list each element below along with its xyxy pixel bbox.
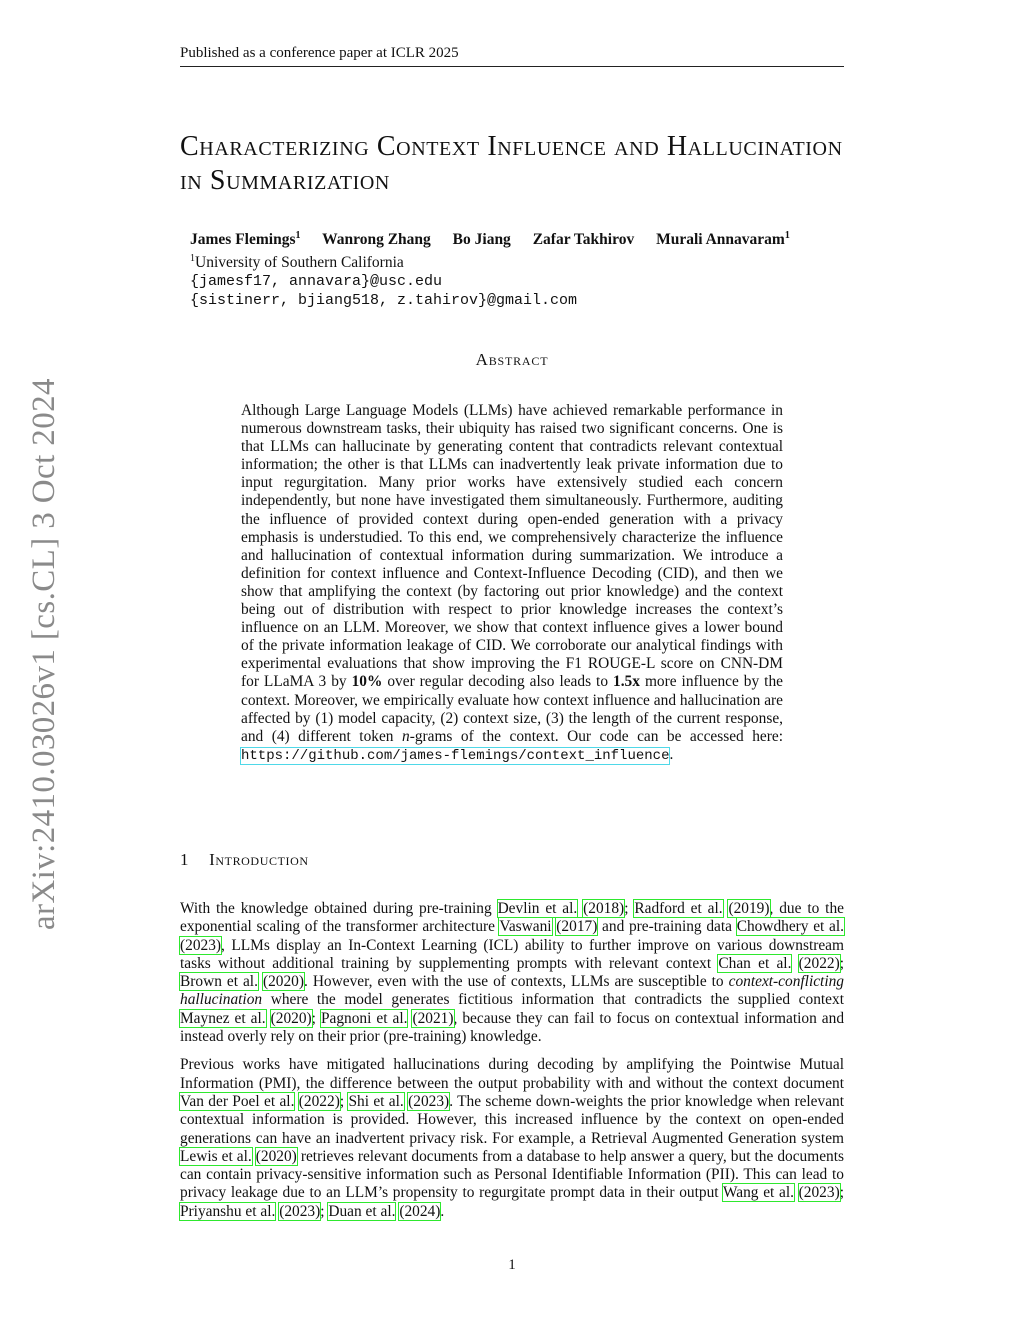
citation-link[interactable]: Duan et al. (328, 1202, 396, 1220)
author-block (190, 226, 850, 310)
running-header: Published as a conference paper at ICLR 2025 (180, 44, 844, 67)
citation-link[interactable]: Maynez et al. (180, 1009, 266, 1027)
citation-link[interactable]: Lewis et al. (180, 1147, 252, 1165)
citation-link[interactable]: (2020) (262, 973, 304, 991)
author: Bo Jiang (452, 231, 511, 249)
paragraph: With the knowledge obtained during pre-training Devlin et al. (2018); Radford et al. (2019), due to the exponential scaling of the transformer architecture Vaswani (2017) and pre-training data Chowdhery et al. (2023), LLMs display an In-Context Learning (ICL) ability to further improve on various downstream tasks without additional training by supplementing prompts with relevant context Chan et al. (2022); Brown et al. (2020). However, even with the use of contexts, LLMs are susceptible to context-conflicting hallucination where the model generates fictitious information that contradicts the supplied context Maynez et al. (2020); Pagnoni et al. (2021), because they can fail to focus on contextual information and instead overly rely on their prior (pre-training) knowledge. (180, 900, 845, 1046)
author: James Flemings$^1$ (190, 230, 301, 249)
code-url-link[interactable]: https://github.com/james-flemings/context_influence (241, 747, 670, 764)
section-number: 1 (180, 850, 190, 869)
citation-link[interactable]: Priyanshu et al. (180, 1202, 276, 1220)
paragraph: Previous works have mitigated hallucinations during decoding by amplifying the Pointwise Mutual Information (PMI), the difference between the output probability with and without the context document Van der Poel et al. (2022); Shi et al. (2023). The scheme down-weights the prior knowledge when relevant contextual information is provided. However, this increased influence by the context on open-ended generations can have an inadvertent privacy risk. For example, a Retrieval Augmented Generation system Lewis et al. (2020) retrieves relevant documents from a database to help answer a query, but the documents can contain privacy-sensitive information such as Personal Identifiable Information (PII). This can lead to privacy leakage due to an LLM’s propensity to regurgitate prompt data in their output Wang et al. (2023); Priyanshu et al. (2023); Duan et al. (2024). (180, 1056, 845, 1220)
author: Zafar Takhirov (532, 231, 635, 249)
citation-link[interactable]: (2023) (279, 1202, 321, 1220)
citation-link[interactable]: (2022) (298, 1092, 340, 1110)
author: Murali Annavaram$^1$ (656, 230, 790, 249)
citation-link[interactable]: Vaswani (499, 918, 552, 936)
paper-title-text: Characterizing Context Influence and Hallucination in Summarization (180, 131, 843, 196)
arxiv-stamp (24, 370, 64, 930)
citation-link[interactable]: (2024) (399, 1202, 441, 1220)
affiliation: $^1$University of Southern California (190, 253, 404, 272)
introduction-body (180, 900, 844, 1231)
citation-link[interactable]: (2020) (270, 1009, 312, 1027)
citation-link[interactable]: (2023) (180, 936, 222, 954)
author: Wanrong Zhang (322, 231, 431, 249)
citation-link[interactable]: (2017) (556, 918, 598, 936)
citation-link[interactable]: Shi et al. (348, 1092, 404, 1110)
citation-link[interactable]: Chan et al. (718, 954, 792, 972)
citation-link[interactable]: Chowdhery et al. (736, 918, 844, 936)
citation-link[interactable]: Radford et al. (634, 900, 723, 917)
section-title: Introduction (209, 850, 309, 869)
citation-link[interactable]: Wang et al. (722, 1184, 794, 1202)
citation-link[interactable]: (2020) (255, 1147, 297, 1165)
citation-link[interactable]: (2023) (408, 1092, 450, 1110)
arxiv-stamp-text: arXiv:2410.03026v1 [cs.CL] 3 Oct 2024 (26, 378, 62, 930)
citation-link[interactable]: (2021) (412, 1009, 454, 1027)
page-number: 1 (508, 1257, 516, 1273)
abstract-body: Although Large Language Models (LLMs) have achieved remarkable performance in numerous downstream tasks, their ubiquity has raised two significant concerns. One is that LLMs can hallucinate by generating content that contradicts relevant contextual information; the other is that LLMs can inadvertently leak private information due to input regurgitation. Many prior works have extensively studied each concern independently, but none have investigated them simultaneously. Furthermore, auditing the influence of provided context during open-ended generation with a privacy emphasis is understudied. To this end, we comprehensively characterize the influence and hallucination of contextual information during summarization. We introduce a definition for context influence and Context-Influence Decoding (CID), and then we show that amplifying the context (by factoring out prior knowledge) and the context being out of distribution with respect to prior knowledge increases the context’s influence on an LLM. Moreover, we show that context influence gives a lower bound of the private information leakage of CID. We corroborate our analytical findings with experimental evaluations that show improving the F1 ROUGE-L score on CNN-DM for LLaMA 3 by 10% over regular decoding also leads to 1.5x more influence by the context. Moreover, we empirically evaluate how context influence and hallucination are affected by (1) model capacity, (2) context size, (3) the length of the current response, and (4) different token n-grams of the context. Our code can be accessed here: https://github.com/james-flemings/context_influence. (241, 402, 783, 764)
abstract-heading: Abstract (475, 350, 549, 369)
citation-link[interactable]: (2023) (798, 1184, 840, 1202)
citation-link[interactable]: Van der Poel et al. (180, 1092, 295, 1110)
paper-title (180, 130, 844, 198)
citation-link[interactable]: Pagnoni et al. (320, 1009, 408, 1027)
email-line: {sistinerr, bjiang518, z.tahirov}@gmail.com (190, 292, 578, 310)
citation-link[interactable]: Devlin et al. (497, 900, 578, 917)
citation-link[interactable]: (2018) (583, 900, 625, 917)
author-list (190, 226, 850, 249)
citation-link[interactable]: (2022) (798, 954, 840, 972)
email-line: {jamesf17, annavara}@usc.edu (190, 273, 443, 291)
section-heading (180, 850, 309, 870)
citation-link[interactable]: (2019) (728, 900, 770, 917)
citation-link[interactable]: Brown et al. (180, 973, 258, 991)
